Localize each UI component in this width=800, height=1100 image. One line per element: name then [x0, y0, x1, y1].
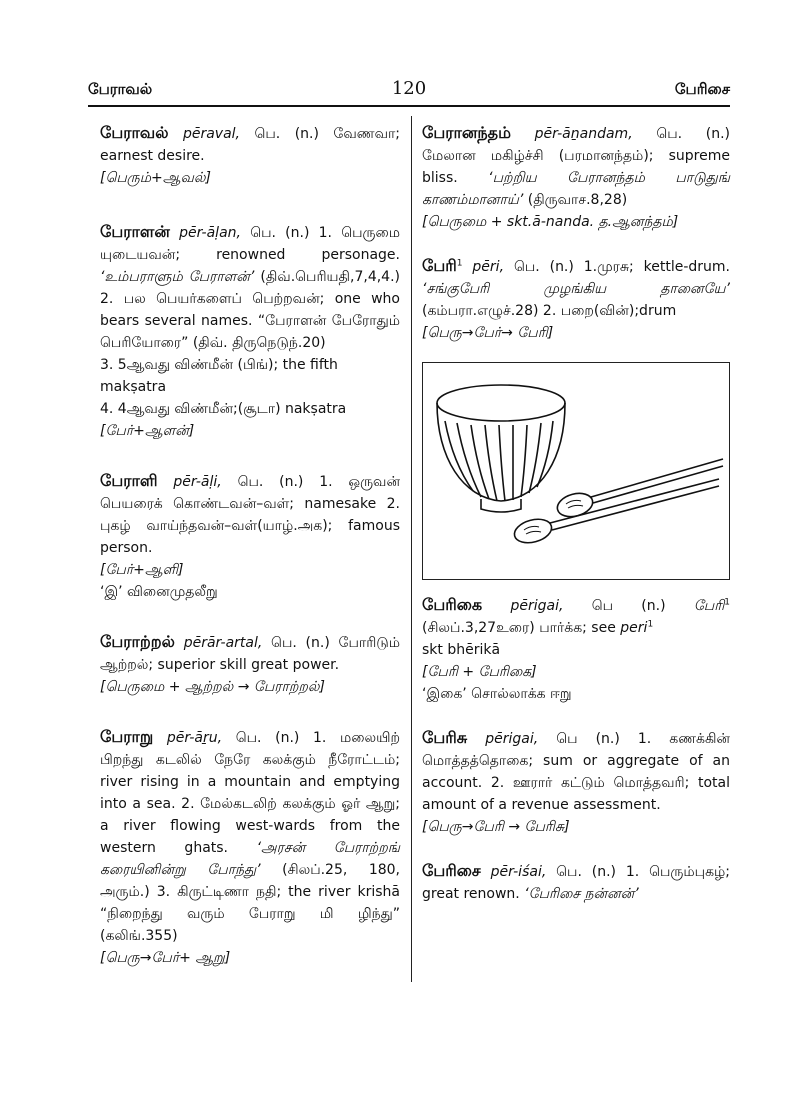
entry-peranandam — [422, 122, 730, 233]
drumstick-upper — [555, 459, 723, 520]
transliteration: pēr-iśai, — [490, 864, 547, 880]
reference: (திவ்.பெரியதி,7,4,4.) — [260, 269, 400, 285]
etymology: [பேர்+ஆளி] — [100, 562, 184, 578]
grammar-label: பெ (n.) — [556, 731, 620, 747]
header-rule — [88, 105, 730, 107]
entry-peraval — [100, 122, 400, 189]
right-column — [422, 118, 730, 905]
definition: போரிடும் ஆற்றல்; superior skill great power. — [100, 635, 401, 673]
definition: பார்க்க; see — [539, 620, 616, 636]
etymology: [பெருமை + ஆற்றல் → பேராற்றல்] — [100, 679, 325, 695]
quotation: ‘சங்குபேரி முழங்கிய தானையே’ — [422, 281, 730, 297]
homonym-number: 1 — [456, 258, 463, 269]
entry-perisu — [422, 727, 730, 838]
headword: பேரிசு — [422, 728, 468, 747]
header-last-word: பேரிசை — [674, 80, 730, 98]
etymology: [பெரு→பேர்→ பேரி] — [422, 325, 554, 341]
drumstick-lower — [512, 479, 719, 547]
etymology: [பெரு→பேரி → பேரிசு] — [422, 819, 570, 835]
note: ‘இ’ வினைமுதலீறு — [100, 584, 218, 600]
headword: பேராளன் — [100, 222, 170, 241]
headword: பேரிகை — [422, 595, 483, 614]
definition: 1. பெரும்புகழ்; great renown. — [422, 864, 731, 902]
reference: (திருவாச.8,28) — [527, 192, 628, 208]
definition: வேணவா; earnest desire. — [100, 126, 401, 164]
transliteration: pēr-āḷi, — [173, 474, 222, 490]
page-number: 120 — [391, 78, 427, 99]
definition: 1. பெருமை யுடையவன்; renowned personage. — [100, 225, 401, 263]
definition: 1. கணக்கின் மொத்தத்தொகை; sum or aggregate of an account. 2. ஊரார் கட்டும் மொத்தவரி; total amount of a revenue assessment. — [422, 731, 731, 813]
reference: (சிலப்.25, 180, அரும்.) 3. கிருட்டிணா நதி; the river krishā “நிறைந்து வரும் பேராறு மி ழிந்து” (கலிங்.355) — [100, 862, 401, 944]
grammar-label: பெ. (n.) — [271, 635, 330, 651]
quotation: ‘பற்றிய பேரானந்தம் பாடுதுங் காணம்மானாய்’ — [422, 170, 730, 208]
page-header — [88, 80, 730, 106]
definition: 3. 5ஆவது விண்மீன் (பிங்); the fifth makṣatra — [100, 357, 338, 395]
kettle-drum-illustration — [422, 362, 730, 580]
entry-peralan — [100, 221, 400, 442]
entry-perali — [100, 470, 400, 603]
etymology: [பேரி + பேரிகை] — [422, 664, 537, 680]
headword: பேராறு — [100, 727, 154, 746]
grammar-label: பெ. (n.) — [235, 730, 300, 746]
definition: 1.முரசு; kettle-drum. — [583, 259, 731, 275]
entry-perisai — [422, 860, 730, 905]
headword: பேராளி — [100, 471, 158, 490]
homonym-number: 1 — [724, 597, 731, 608]
definition: 2. மேல்கடலிற் கலக்கும் ஓர் ஆறு; a river flowing west-wards from the western ghats. — [100, 796, 400, 856]
column-divider — [411, 116, 412, 982]
grammar-label: பெ. (n.) — [254, 126, 319, 142]
definition: மேலான மகிழ்ச்சி (பரமானந்தம்); supreme bliss. — [422, 148, 730, 186]
transliteration: pēr-āṟu, — [166, 730, 223, 746]
entry-peri — [422, 255, 730, 344]
etymology: [பெரு→பேர்+ ஆறு] — [100, 950, 231, 966]
headword: பேராற்றல் — [100, 632, 175, 651]
transliteration: pērigai, — [510, 598, 564, 614]
etymology: [பெரும்+ஆவல்] — [100, 170, 211, 186]
note: skt bhērikā — [422, 642, 501, 658]
reference: (சிலப்.3,27உரை) — [422, 620, 535, 636]
headword: பேரிசை — [422, 861, 481, 880]
etymology: [பேர்+ஆளன்] — [100, 423, 195, 439]
quotation: ‘அரசன் பேராற்றங் கரையினின்று போந்து’ — [100, 840, 400, 878]
headword: பேரி — [422, 256, 457, 275]
definition: 1. மலையிற் பிறந்து கடலில் நேரே கலக்கும் நீரோட்டம்; river rising in a mountain and emptying into a sea. — [100, 730, 400, 812]
kettle-drum-drawing — [423, 363, 728, 578]
note: ‘இகை’ சொல்லாக்க ஈறு — [422, 686, 572, 702]
cross-reference: பேரி — [693, 598, 725, 614]
grammar-label: பெ (n.) — [591, 598, 666, 614]
drum-head — [437, 385, 565, 421]
left-column — [100, 118, 400, 969]
homonym-number: 1 — [647, 619, 654, 630]
header-first-word: பேராவல் — [88, 80, 153, 98]
transliteration: pērār-artal, — [183, 635, 263, 651]
definition: 2. பல பெயர்களைப் பெற்றவன்; one who bears several names. “பேராளன் பேரோதும் பெரியோரை” (திவ். திருநெடுந்.20) — [100, 291, 400, 351]
transliteration: pēr-āḷan, — [179, 225, 241, 241]
entry-peraru — [100, 726, 400, 969]
headword: பேரானந்தம் — [422, 123, 511, 142]
transliteration: pēri, — [472, 259, 505, 275]
grammar-label: பெ. (n.) — [250, 225, 310, 241]
quotation: ‘உம்பராளும் பேராளன்’ — [100, 269, 255, 285]
grammar-label: பெ. (n.) — [556, 864, 617, 880]
transliteration: pēraval, — [182, 126, 240, 142]
entry-perigai — [422, 594, 730, 705]
grammar-label: பெ. (n.) — [237, 474, 304, 490]
etymology: [பெருமை + skt.ā-nanda. த.ஆனந்தம்] — [422, 214, 679, 230]
see-word: peri — [620, 620, 648, 636]
grammar-label: பெ. (n.) — [513, 259, 574, 275]
reference: (கம்பரா.எழுச்.28) 2. பறை(வின்);drum — [422, 303, 677, 319]
quotation: ‘பேரிசை நன்னன்’ — [524, 886, 639, 902]
transliteration: pērigai, — [485, 731, 539, 747]
definition: 1. ஒருவன் பெயரைக் கொண்டவன்–வள்; namesake 2. புகழ் வாய்ந்தவன்–வள்(யாழ்.அக); famous person. — [100, 474, 401, 556]
grammar-label: பெ. (n.) — [656, 126, 730, 142]
transliteration: pēr-āṉandam, — [534, 126, 633, 142]
definition: 4. 4ஆவது விண்மீன்;(சூடா) nakṣatra — [100, 401, 347, 417]
entry-perarral — [100, 631, 400, 698]
headword: பேராவல் — [100, 123, 169, 142]
